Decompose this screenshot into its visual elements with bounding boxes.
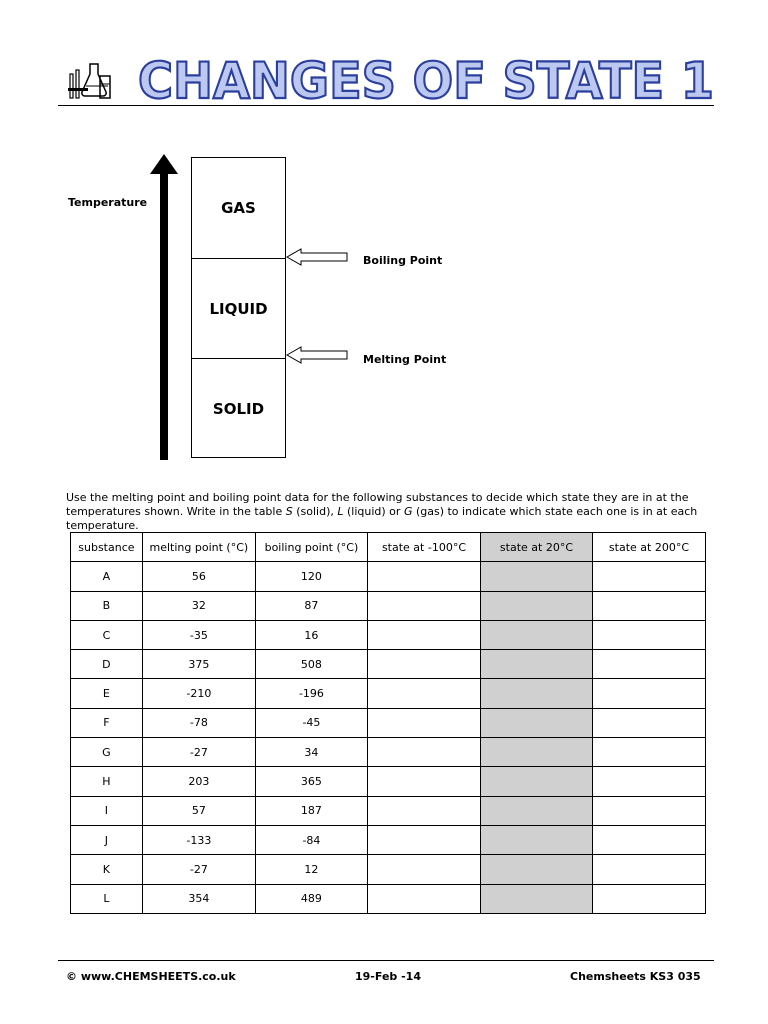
melting-point-arrow-icon: [286, 346, 348, 364]
footer-website: © www.CHEMSHEETS.co.uk: [66, 970, 236, 983]
header-boiling-point: boiling point (°C): [255, 533, 367, 562]
cell-melting-point: 354: [142, 884, 255, 913]
cell-state-200[interactable]: [592, 620, 705, 649]
cell-melting-point: -35: [142, 620, 255, 649]
cell-state-minus-100[interactable]: [367, 591, 480, 620]
boiling-point-label: Boiling Point: [363, 254, 443, 267]
table-row: [71, 679, 706, 708]
table-row: [71, 591, 706, 620]
cell-state-minus-100[interactable]: [367, 738, 480, 767]
header-state-200: state at 200°C: [592, 533, 705, 562]
footer-sheet-code: Chemsheets KS3 035: [570, 970, 701, 983]
table-row: [71, 650, 706, 679]
boiling-point-arrow-icon: [286, 248, 348, 266]
cell-substance: L: [71, 884, 143, 913]
cell-state-20[interactable]: [481, 855, 593, 884]
table-row: [71, 796, 706, 825]
footer-date: 19-Feb -14: [355, 970, 421, 983]
cell-substance: F: [71, 708, 143, 737]
table-row: [71, 620, 706, 649]
page-title: [136, 50, 716, 108]
cell-state-20[interactable]: [481, 884, 593, 913]
cell-state-200[interactable]: [592, 767, 705, 796]
table-row: [71, 855, 706, 884]
cell-substance: A: [71, 562, 143, 591]
cell-melting-point: 56: [142, 562, 255, 591]
table-row: [71, 562, 706, 591]
instructions-text: Use the melting point and boiling point data for the following substances to decide which state they are in at the temperatures shown. Write in the table S (solid), L (liquid) or G (gas) to indicate which state each one is in at each temperature.: [66, 491, 698, 532]
table-row: [71, 825, 706, 854]
cell-melting-point: -27: [142, 855, 255, 884]
cell-boiling-point: 187: [255, 796, 367, 825]
cell-boiling-point: 365: [255, 767, 367, 796]
cell-substance: I: [71, 796, 143, 825]
cell-boiling-point: -84: [255, 825, 367, 854]
cell-state-20[interactable]: [481, 708, 593, 737]
header-melting-point: melting point (°C): [142, 533, 255, 562]
temperature-arrow: [160, 172, 168, 460]
cell-substance: K: [71, 855, 143, 884]
cell-state-200[interactable]: [592, 650, 705, 679]
cell-state-20[interactable]: [481, 562, 593, 591]
cell-state-minus-100[interactable]: [367, 855, 480, 884]
table-row: [71, 738, 706, 767]
cell-melting-point: 203: [142, 767, 255, 796]
cell-melting-point: -133: [142, 825, 255, 854]
cell-substance: G: [71, 738, 143, 767]
cell-state-20[interactable]: [481, 650, 593, 679]
cell-state-200[interactable]: [592, 679, 705, 708]
cell-state-200[interactable]: [592, 825, 705, 854]
lab-glassware-icon: [66, 54, 114, 102]
melting-point-label: Melting Point: [363, 353, 447, 366]
states-diagram: [191, 157, 286, 458]
cell-boiling-point: 12: [255, 855, 367, 884]
cell-boiling-point: 16: [255, 620, 367, 649]
cell-state-20[interactable]: [481, 796, 593, 825]
cell-state-minus-100[interactable]: [367, 796, 480, 825]
state-gas: GAS: [221, 199, 256, 217]
cell-state-200[interactable]: [592, 708, 705, 737]
cell-boiling-point: 489: [255, 884, 367, 913]
table-row: [71, 884, 706, 913]
temperature-arrow-head: [150, 154, 178, 174]
header-state-minus-100: state at -100°C: [367, 533, 480, 562]
cell-state-200[interactable]: [592, 855, 705, 884]
cell-state-200[interactable]: [592, 738, 705, 767]
cell-state-minus-100[interactable]: [367, 562, 480, 591]
cell-state-200[interactable]: [592, 591, 705, 620]
cell-state-minus-100[interactable]: [367, 620, 480, 649]
cell-boiling-point: 87: [255, 591, 367, 620]
cell-state-minus-100[interactable]: [367, 650, 480, 679]
cell-melting-point: 32: [142, 591, 255, 620]
cell-state-minus-100[interactable]: [367, 884, 480, 913]
header-substance: substance: [71, 533, 143, 562]
cell-melting-point: -78: [142, 708, 255, 737]
substances-table: [70, 532, 706, 914]
footer-divider: [58, 960, 714, 961]
cell-substance: D: [71, 650, 143, 679]
cell-state-minus-100[interactable]: [367, 825, 480, 854]
cell-state-200[interactable]: [592, 562, 705, 591]
cell-substance: B: [71, 591, 143, 620]
cell-state-20[interactable]: [481, 738, 593, 767]
state-solid: SOLID: [192, 358, 285, 459]
cell-state-20[interactable]: [481, 679, 593, 708]
cell-state-200[interactable]: [592, 796, 705, 825]
table-body: [71, 562, 706, 914]
table-header-row: [71, 533, 706, 562]
header-divider: [58, 105, 714, 106]
header-state-20: state at 20°C: [481, 533, 593, 562]
cell-state-minus-100[interactable]: [367, 679, 480, 708]
cell-boiling-point: 120: [255, 562, 367, 591]
table-row: [71, 767, 706, 796]
cell-state-20[interactable]: [481, 825, 593, 854]
cell-substance: E: [71, 679, 143, 708]
cell-state-minus-100[interactable]: [367, 708, 480, 737]
cell-boiling-point: 508: [255, 650, 367, 679]
cell-substance: H: [71, 767, 143, 796]
cell-melting-point: -27: [142, 738, 255, 767]
cell-state-20[interactable]: [481, 620, 593, 649]
cell-boiling-point: -196: [255, 679, 367, 708]
cell-state-20[interactable]: [481, 767, 593, 796]
cell-melting-point: 57: [142, 796, 255, 825]
cell-state-minus-100[interactable]: [367, 767, 480, 796]
state-liquid: LIQUID: [192, 258, 285, 359]
temperature-axis-label: Temperature: [68, 196, 148, 209]
cell-substance: C: [71, 620, 143, 649]
page-title-text: CHANGES OF STATE 1: [138, 52, 714, 108]
cell-state-20[interactable]: [481, 591, 593, 620]
cell-melting-point: 375: [142, 650, 255, 679]
table-row: [71, 708, 706, 737]
cell-substance: J: [71, 825, 143, 854]
cell-boiling-point: -45: [255, 708, 367, 737]
cell-state-200[interactable]: [592, 884, 705, 913]
cell-boiling-point: 34: [255, 738, 367, 767]
cell-melting-point: -210: [142, 679, 255, 708]
